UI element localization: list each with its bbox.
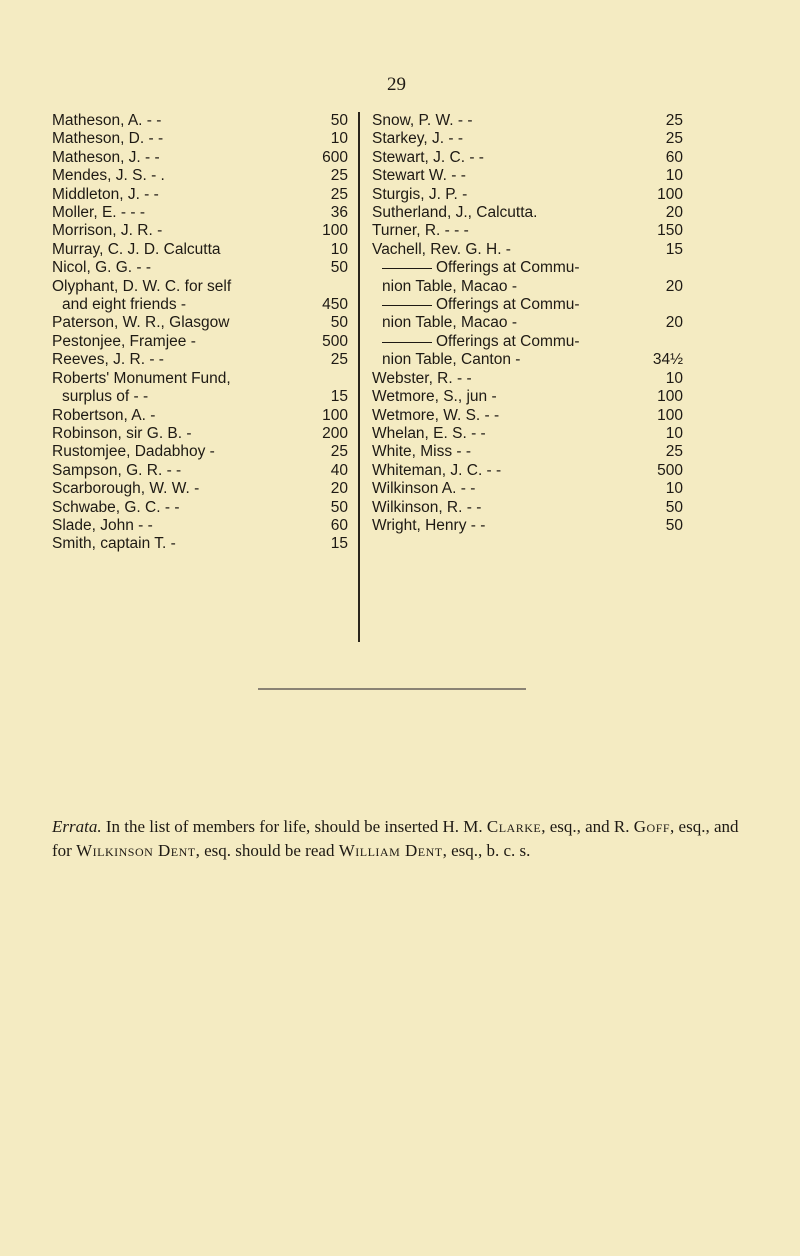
entry-name: Offerings at Commu- [372, 296, 580, 314]
entry-amount: 20 [665, 314, 683, 332]
list-item [52, 370, 348, 388]
entry-name: Nicol, G. G. - - [52, 259, 152, 277]
subscriber-list-right [372, 112, 683, 535]
entry-amount: 200 [322, 424, 348, 442]
entry-name: Murray, C. J. D. Calcutta [52, 240, 221, 258]
entry-name: Matheson, A. - - [52, 112, 162, 129]
entry-amount: 50 [665, 516, 683, 534]
entry-name: Paterson, W. R., Glasgow [52, 314, 230, 332]
errata-name: William Dent [338, 841, 443, 860]
entry-name: Whiteman, J. C. - - [372, 461, 502, 479]
entry-name: Sturgis, J. P. - [372, 185, 468, 203]
entry-amount: 25 [665, 112, 683, 129]
list-item [52, 130, 348, 148]
list-item [372, 388, 683, 406]
list-item [52, 499, 348, 517]
entry-name: Schwabe, G. C. - - [52, 498, 180, 516]
list-item [52, 517, 348, 535]
entry-amount: 100 [657, 185, 683, 203]
entry-name: White, Miss - - [372, 443, 472, 461]
subscriber-list-left [52, 112, 348, 554]
entry-name: Morrison, J. R. - [52, 222, 163, 240]
errata-name: Goff [633, 817, 671, 836]
list-item [52, 425, 348, 443]
list-item [52, 314, 348, 332]
list-item [52, 333, 348, 351]
entry-amount: 500 [657, 461, 683, 479]
section-divider [258, 688, 526, 690]
entry-name: Wilkinson, R. - - [372, 498, 482, 516]
entry-name: Rustomjee, Dadabhoy - [52, 443, 215, 461]
entry-amount: 100 [322, 222, 348, 240]
entry-amount: 600 [322, 148, 348, 166]
entry-amount: 50 [330, 314, 348, 332]
entry-name: Webster, R. - - [372, 369, 472, 387]
list-item [372, 407, 683, 425]
entry-name: and eight friends - [62, 296, 187, 314]
entry-name: Wetmore, W. S. - - [372, 406, 500, 424]
entry-name: surplus of - - [62, 388, 149, 406]
list-item [372, 278, 683, 296]
column-divider [358, 112, 360, 642]
entry-name: Mendes, J. S. - . [52, 167, 165, 185]
errata-note [52, 815, 758, 863]
errata-name: Clarke [486, 817, 542, 836]
entry-amount: 20 [330, 480, 348, 498]
page-number: 29 [387, 74, 406, 95]
list-item [52, 186, 348, 204]
entry-amount: 25 [665, 443, 683, 461]
list-item [372, 499, 683, 517]
list-item [372, 370, 683, 388]
list-item [372, 314, 683, 332]
entry-name: Whelan, E. S. - - [372, 424, 486, 442]
entry-name: Scarborough, W. W. - [52, 480, 200, 498]
entry-name: Stewart, J. C. - - [372, 148, 484, 166]
list-item [372, 204, 683, 222]
entry-amount: 100 [657, 406, 683, 424]
list-item [372, 167, 683, 185]
list-item [52, 462, 348, 480]
errata-text: , esq. should be read [195, 841, 339, 860]
entry-name: Turner, R. - - - [372, 222, 469, 240]
entry-amount: 20 [665, 204, 683, 222]
entry-name: Robinson, sir G. B. - [52, 424, 192, 442]
entry-amount: 50 [330, 498, 348, 516]
list-item [372, 149, 683, 167]
entry-amount: 25 [330, 185, 348, 203]
entry-name: nion Table, Macao - [382, 314, 517, 332]
list-item [372, 222, 683, 240]
list-item [52, 204, 348, 222]
list-item [372, 130, 683, 148]
entry-name: Sampson, G. R. - - [52, 461, 182, 479]
entry-amount: 10 [330, 130, 348, 148]
list-item [52, 167, 348, 185]
errata-text: , esq., and for [52, 817, 739, 860]
entry-name: Vachell, Rev. G. H. - [372, 240, 511, 258]
list-item [372, 425, 683, 443]
entry-amount: 10 [665, 167, 683, 185]
list-item [52, 149, 348, 167]
entry-amount: 450 [322, 296, 348, 314]
list-item [52, 388, 348, 406]
entry-name: Snow, P. W. - - [372, 112, 473, 129]
list-item [52, 351, 348, 369]
entry-amount: 20 [665, 277, 683, 295]
errata-text: , esq., and R. [541, 817, 634, 836]
list-item [52, 222, 348, 240]
entry-name: Wilkinson A. - - [372, 480, 476, 498]
entry-name: Olyphant, D. W. C. for self [52, 277, 232, 295]
entry-amount: 100 [657, 388, 683, 406]
entry-amount: 50 [330, 259, 348, 277]
entry-amount: 36 [330, 204, 348, 222]
list-item [52, 259, 348, 277]
entry-name: Matheson, J. - - [52, 148, 160, 166]
entry-amount: 25 [330, 443, 348, 461]
list-item [372, 259, 683, 277]
entry-name: Sutherland, J., Calcutta. [372, 204, 538, 222]
entry-name: Middleton, J. - - [52, 185, 159, 203]
list-item [372, 112, 683, 130]
list-item [372, 517, 683, 535]
entry-name: Offerings at Commu- [372, 259, 580, 277]
entry-amount: 100 [322, 406, 348, 424]
list-item [52, 443, 348, 461]
list-item [52, 112, 348, 130]
entry-name: Pestonjee, Framjee - [52, 332, 196, 350]
list-item [52, 278, 348, 296]
list-item [52, 535, 348, 553]
entry-amount: 15 [665, 240, 683, 258]
list-item [52, 241, 348, 259]
entry-name: Smith, captain T. - [52, 535, 176, 553]
entry-name: Wetmore, S., jun - [372, 388, 497, 406]
errata-text: , esq., b. c. s. [442, 841, 531, 860]
entry-name: Roberts' Monument Fund, [52, 369, 231, 387]
list-item [52, 296, 348, 314]
errata-text: In the list of members for life, should be inserted H. M. [101, 817, 487, 836]
entry-name: Matheson, D. - - [52, 130, 164, 148]
list-item [372, 186, 683, 204]
entry-amount: 34½ [652, 351, 683, 369]
list-item [372, 333, 683, 351]
list-item [372, 480, 683, 498]
list-item [372, 241, 683, 259]
entry-name: Robertson, A. - [52, 406, 156, 424]
entry-amount: 40 [330, 461, 348, 479]
entry-name: Offerings at Commu- [372, 333, 580, 351]
entry-name: Slade, John - - [52, 516, 153, 534]
entry-amount: 25 [330, 167, 348, 185]
entry-name: nion Table, Macao - [382, 277, 517, 295]
entry-amount: 15 [330, 388, 348, 406]
entry-amount: 60 [330, 516, 348, 534]
entry-amount: 25 [330, 351, 348, 369]
entry-amount: 15 [330, 535, 348, 553]
list-item [372, 351, 683, 369]
list-item [372, 462, 683, 480]
entry-amount: 10 [330, 240, 348, 258]
entry-amount: 150 [657, 222, 683, 240]
entry-amount: 10 [665, 424, 683, 442]
entry-amount: 500 [322, 332, 348, 350]
list-item [52, 480, 348, 498]
entry-amount: 25 [665, 130, 683, 148]
entry-name: nion Table, Canton - [382, 351, 521, 369]
list-item [372, 443, 683, 461]
entry-amount: 10 [665, 369, 683, 387]
entry-amount: 60 [665, 148, 683, 166]
errata-name: Wilkinson Dent [76, 841, 196, 860]
entry-name: Wright, Henry - - [372, 516, 486, 534]
entry-amount: 50 [665, 498, 683, 516]
entry-name: Moller, E. - - - [52, 204, 146, 222]
entry-name: Stewart W. - - [372, 167, 466, 185]
list-item [372, 296, 683, 314]
errata-lead: Errata. [52, 817, 102, 836]
entry-amount: 50 [330, 112, 348, 129]
list-item [52, 407, 348, 425]
entry-amount: 10 [665, 480, 683, 498]
entry-name: Starkey, J. - - [372, 130, 464, 148]
entry-name: Reeves, J. R. - - [52, 351, 164, 369]
